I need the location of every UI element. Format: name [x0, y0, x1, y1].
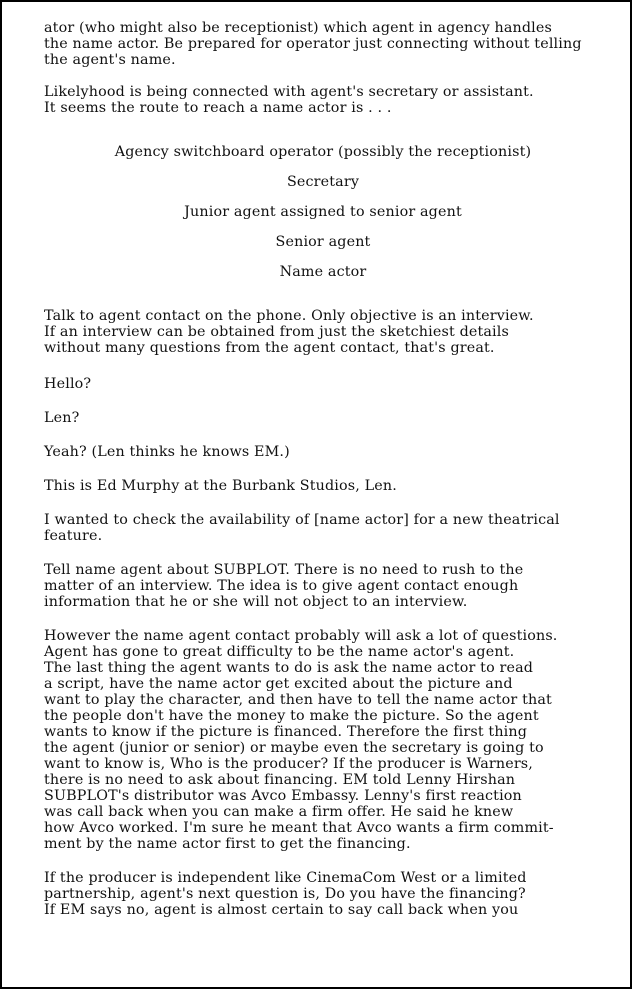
text-line: there is no need to ask about financing. EM told Lenny Hirshan	[44, 772, 516, 788]
agency-route-list	[44, 144, 602, 280]
talk-paragraph	[44, 308, 602, 356]
text-line: the name actor. Be prepared for operator just connecting without telling	[44, 36, 582, 52]
text-line: the people don't have the money to make the picture. So the agent	[44, 708, 539, 724]
text-line: Talk to agent contact on the phone. Only objective is an interview.	[44, 308, 534, 324]
route-step: Name actor	[279, 264, 367, 280]
text-line: the agent (junior or senior) or maybe even the secretary is going to	[44, 740, 544, 756]
text-line: It seems the route to reach a name actor is . . .	[44, 100, 392, 116]
subplot-paragraph	[44, 562, 602, 610]
route-step: Senior agent	[275, 234, 371, 250]
text-line: want to play the character, and then have to tell the name actor that	[44, 692, 552, 708]
text-line: was call back when you can make a firm offer. He said he knew	[44, 804, 514, 820]
text-line: Agent has gone to great difficulty to be the name actor's agent.	[44, 644, 515, 660]
text-line: If EM says no, agent is almost certain to say call back when you	[44, 902, 519, 918]
text-line: ator (who might also be receptionist) which agent in agency handles	[44, 20, 552, 36]
dialog-line	[44, 410, 602, 426]
text-line: want to know is, Who is the producer? If the producer is Warners,	[44, 756, 533, 772]
text-line: without many questions from the agent contact, that's great.	[44, 340, 495, 356]
text-line: I wanted to check the availability of [name actor] for a new theatrical	[44, 512, 560, 528]
text-line: how Avco worked. I'm sure he meant that Avco wants a firm commit-	[44, 820, 554, 836]
text-line: Yeah? (Len thinks he knows EM.)	[44, 444, 290, 460]
text-line: ment by the name actor first to get the financing.	[44, 836, 411, 852]
dialog-line	[44, 478, 602, 494]
route-step: Junior agent assigned to senior agent	[184, 204, 462, 220]
dialog-line	[44, 444, 602, 460]
document-body	[44, 20, 602, 918]
route-step: Secretary	[286, 174, 360, 190]
independent-paragraph	[44, 870, 602, 918]
text-line: partnership, agent's next question is, Do you have the financing?	[44, 886, 526, 902]
likelihood-paragraph	[44, 84, 602, 116]
text-line: a script, have the name actor get excited about the picture and	[44, 676, 513, 692]
text-line: This is Ed Murphy at the Burbank Studios, Len.	[44, 478, 397, 494]
however-paragraph	[44, 628, 602, 852]
text-line: wants to know if the picture is financed. Therefore the first thing	[44, 724, 528, 740]
availability-paragraph	[44, 512, 602, 544]
text-line: However the name agent contact probably will ask a lot of questions.	[44, 628, 558, 644]
dialog-line	[44, 376, 602, 392]
text-line: Len?	[44, 410, 80, 426]
text-line: Likelyhood is being connected with agent's secretary or assistant.	[44, 84, 534, 100]
text-line: The last thing the agent wants to do is ask the name actor to read	[44, 660, 534, 676]
text-line: If an interview can be obtained from just the sketchiest details	[44, 324, 509, 340]
text-line: the agent's name.	[44, 52, 176, 68]
text-line: matter of an interview. The idea is to give agent contact enough	[44, 578, 519, 594]
route-step: Agency switchboard operator (possibly the receptionist)	[114, 144, 532, 160]
intro-paragraph	[44, 20, 602, 68]
text-line: Hello?	[44, 376, 92, 392]
text-line: feature.	[44, 528, 103, 544]
text-line: SUBPLOT's distributor was Avco Embassy. Lenny's first reaction	[44, 788, 522, 804]
text-line: information that he or she will not object to an interview.	[44, 594, 468, 610]
text-line: If the producer is independent like CinemaCom West or a limited	[44, 870, 527, 886]
text-line: Tell name agent about SUBPLOT. There is no need to rush to the	[44, 562, 524, 578]
